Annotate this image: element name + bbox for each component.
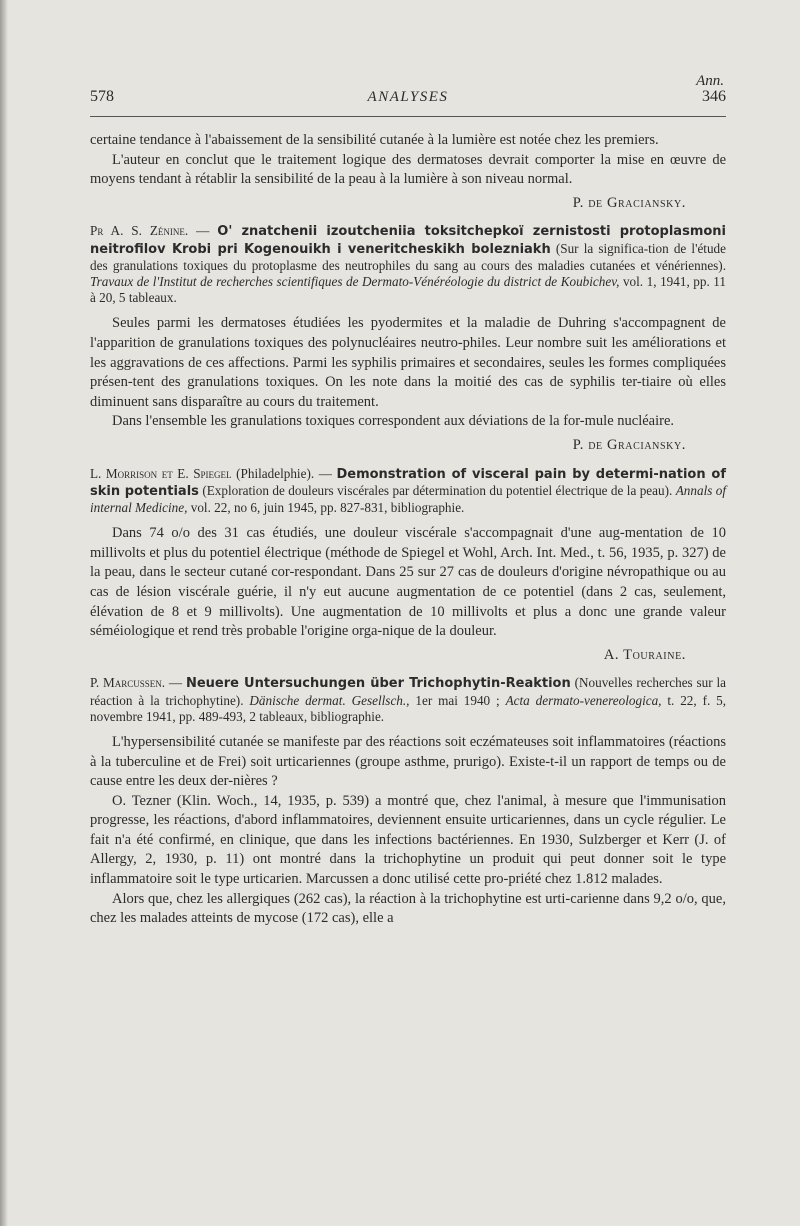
article3-reference bbox=[90, 466, 726, 517]
em-dash: — bbox=[196, 223, 218, 239]
article3-place: (Philadelphie). — bbox=[236, 465, 332, 481]
article2-title: O' znatchenii izoutcheniia toksitchepkoï zernistosti protoplasmoni neitrofilov Krobi pri Kogenouikh i veneritcheskikh bolezniakh bbox=[90, 224, 727, 257]
page-number: 578 bbox=[90, 88, 114, 105]
article2-reference bbox=[90, 223, 726, 306]
article3-title: Demonstration of visceral pain by determi-nation of skin potentials bbox=[90, 466, 727, 499]
article4-journal2: Acta dermato-venereologica, bbox=[505, 692, 662, 708]
article4-citation: 1er mai 1940 ; bbox=[415, 692, 500, 708]
article4-paragraph: Alors que, chez les allergiques (262 cas), la réaction à la trichophytine est urti-carienne dans 9,2 o/o, que, chez les malades atteints de mycose (172 cas), elle a bbox=[90, 890, 726, 927]
article4-journal: Dänische dermat. Gesellsch., bbox=[249, 692, 410, 708]
article4-author: P. Marcussen. bbox=[90, 675, 166, 691]
article3-signature: A. Touraine. bbox=[603, 646, 686, 663]
article4-paragraph: O. Tezner (Klin. Woch., 14, 1935, p. 539) a montré que, chez l'animal, à mesure que l'immunisation progresse, les réactions, d'abord inflammatoires, deviennent ensuite urticariennes, dans un cycle régulier. Le fait n'a été confirmé, en clinique, que dans les infections bactériennes. En 1930, Sulzberger et Kerr (J. of Allergy, 2, 1930, p. 11) ont montré dans la trichophytine un produit qui peut donner soit le type inflammatoire soit le type urticarien. Marcussen a donc utilisé cette pro-priété chez 1.812 malades. bbox=[90, 792, 726, 888]
article3-translation: (Exploration de douleurs viscérales par détermination du potentiel électrique de la peau). bbox=[202, 482, 673, 498]
article4-paragraph: L'hypersensibilité cutanée se manifeste par des réactions soit eczémateuses soit inflammatoires (réactions à la tuberculine et de Frei) soit urticariennes (groupe asthme, prurigo). Existe-t-il un rapport de temps ou de cause entre les deux der-nières ? bbox=[90, 733, 726, 790]
article4-translation: (Nouvelles recherches sur la réaction à la trichophytine). bbox=[90, 675, 727, 708]
article4-title: Neuere Untersuchungen über Trichophytin-Reaktion bbox=[185, 676, 571, 692]
article3-journal: Annals of internal Medicine, bbox=[90, 482, 727, 515]
article3-paragraph: Dans 74 o/o des 31 cas étudiés, une douleur viscérale s'accompagnait d'une aug-mentation de 10 millivolts et plus du potentiel électrique (méthode de Spiegel et Wohl, Arch. Int. Med., t. 56, 1935, p. 327) de la peau, dans le secteur cutané cor-respondant. Dans 25 sur 27 cas de douleurs d'origine névropathique ou au cas de lésion viscérale guérie, il n'y eut aucune augmentation de ce potentiel (dans 2 cas, seulement, élévation de 8 et 9 millivolts). Une augmentation de 10 millivolts et plus a donc une grande valeur séméiologique et rend très probable l'origine orga-nique de la douleur. bbox=[90, 525, 726, 640]
article2-journal: Travaux de l'Institut de recherches scientifiques de Dermato-Vénéréologie du district de Koubichev, bbox=[90, 273, 620, 289]
running-title: ANALYSES bbox=[367, 89, 449, 105]
article2-paragraph: Dans l'ensemble les granulations toxiques correspondent aux déviations de la for-mule nucléaire. bbox=[112, 413, 675, 430]
article4-reference bbox=[90, 675, 726, 725]
article2-signature: P. de Graciansky. bbox=[572, 436, 686, 453]
running-header bbox=[90, 88, 726, 106]
em-dash: — bbox=[168, 675, 186, 691]
page-binding-edge bbox=[0, 0, 8, 1226]
annals-page-number: 346 bbox=[701, 88, 726, 105]
article2-citation: vol. 1, 1941, pp. 11 à 20, 5 tableaux. bbox=[90, 273, 726, 306]
article4-citation2: t. 22, f. 5, novembre 1941, pp. 489-493, 2 tableaux, bibliographie. bbox=[90, 692, 727, 724]
annotation-ann: Ann. bbox=[696, 73, 724, 89]
article1-signature: P. de Graciansky. bbox=[572, 194, 686, 211]
article1-paragraph: certaine tendance à l'abaissement de la sensibilité cutanée à la lumière est notée chez les premiers. bbox=[90, 132, 659, 148]
article1-paragraph: L'auteur en conclut que le traitement logique des dermatoses devrait comporter la mise en œuvre de moyens tendant à rétablir la sensibilité de la peau à la lumière à son niveau normal. bbox=[90, 151, 726, 188]
header-rule bbox=[90, 116, 726, 117]
article2-author: Pr A. S. Zénine. bbox=[90, 223, 189, 239]
article2-paragraph: Seules parmi les dermatoses étudiées les pyodermites et la maladie de Duhring s'accompagnent de l'apparition de granulations toxiques des polynucléaires neutro-philes. Leur nombre suit les améliorations et les aggravations de ces affections. Parmi les syphilis primaires et secondaires, seules les formes compliquées présen-tent des granulations toxiques. On les note dans la moitié des cas de syphilis ter-tiaire où elles diminuent sans disparaître au cours du traitement. bbox=[90, 315, 726, 410]
article3-citation: vol. 22, no 6, juin 1945, pp. 827-831, bibliographie. bbox=[190, 499, 465, 515]
article2-translation: (Sur la significa-tion de l'étude des granulations toxiques du protoplasme des neutrophiles du sang au cours des maladies cutanées et vénériennes). bbox=[90, 240, 726, 273]
article3-author: L. Morrison et E. Spiegel bbox=[90, 465, 232, 481]
article-body bbox=[90, 131, 726, 929]
